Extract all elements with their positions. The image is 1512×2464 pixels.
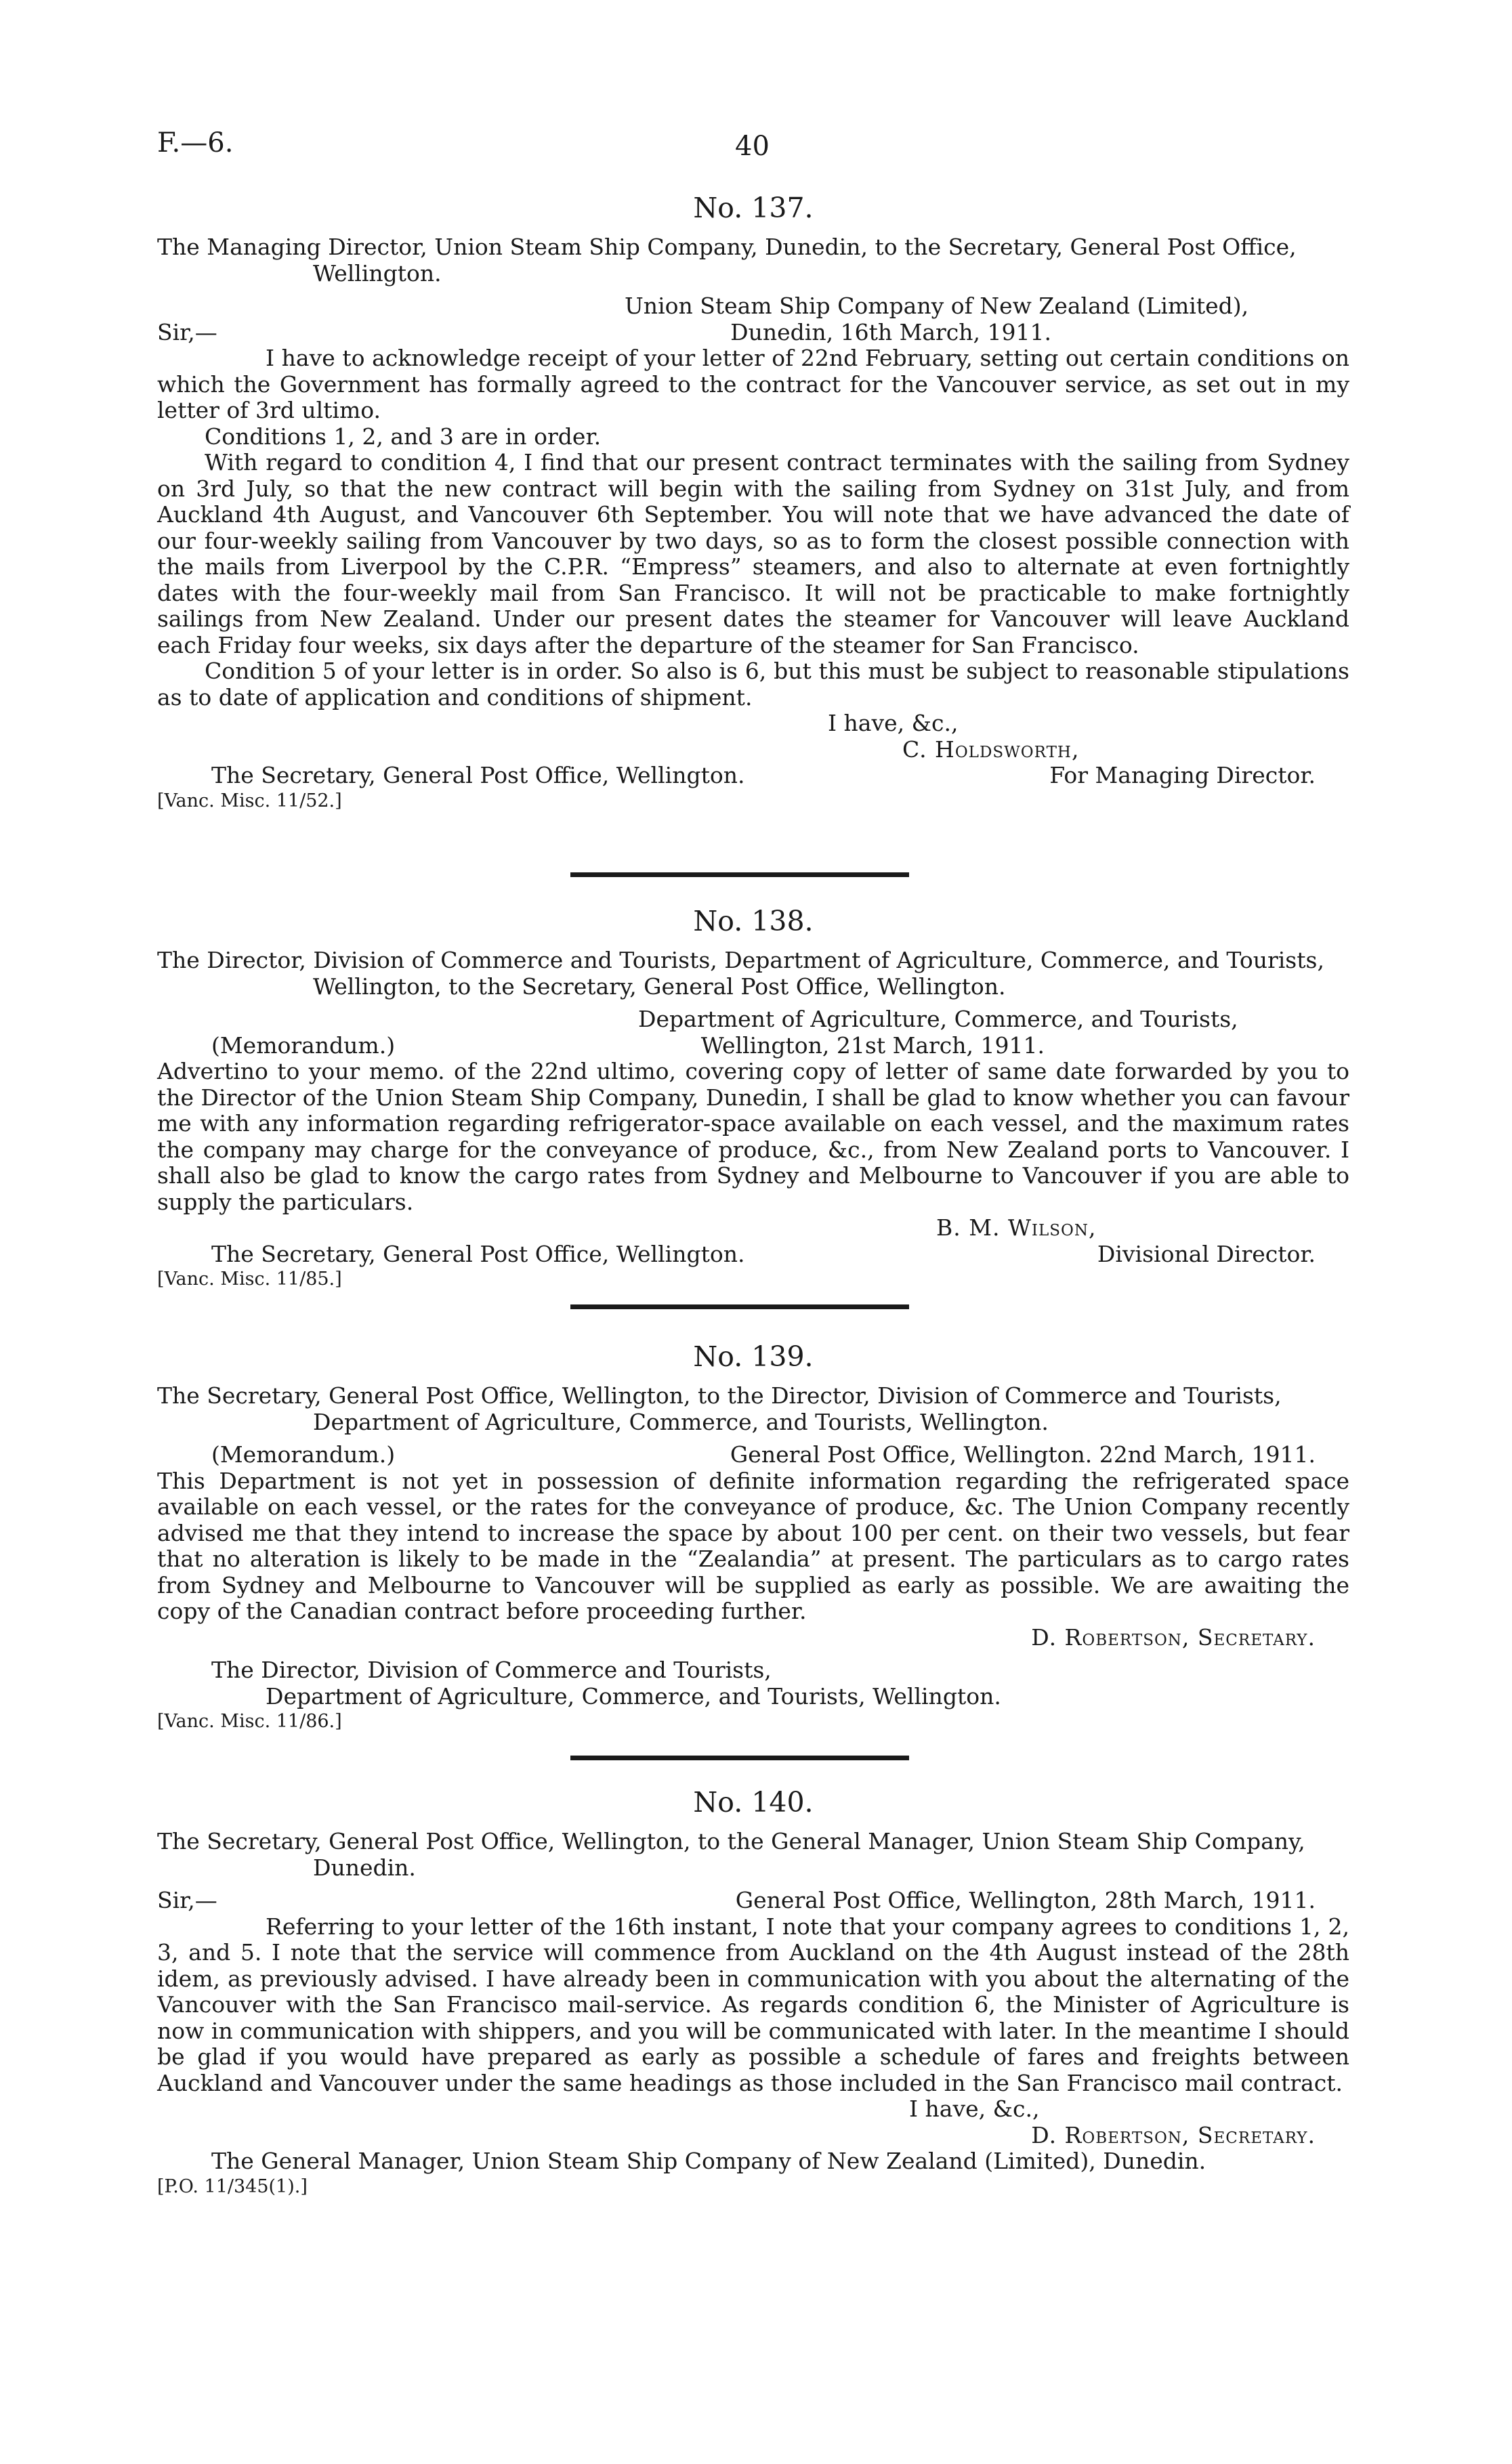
addressee-row — [157, 763, 1349, 789]
addressee-row — [157, 1241, 1349, 1268]
salutation-row — [157, 1033, 1349, 1059]
letter-number: No. 139. — [693, 1340, 814, 1373]
sender-date: Dunedin, 16th March, 1911. — [730, 318, 1051, 345]
signature: D. Robertson, Secretary. — [1031, 2121, 1316, 2148]
letter-number: No. 137. — [693, 192, 814, 224]
letter-number: No. 140. — [693, 1786, 814, 1819]
paragraph: Advertino to your memo. of the 22nd ultimo, covering copy of letter of same date forwarded by you to the Director of the Union Steam Ship Company, Dunedin, I shall be glad to know whether you can favour me with any information regarding refrigerator-space available on each vessel, and the maximum rates the company may charge for the conveyance of produce, &c., from New Zealand ports to Vancouver. I shall also be glad to know the cargo rates from Sydney and Melbourne to Vancouver if you are able to supply the particulars. — [157, 1058, 1349, 1215]
sender-date: Wellington, 21st March, 1911. — [700, 1032, 1045, 1059]
addressee: The Secretary, General Post Office, Wellington. — [211, 762, 745, 788]
salutation-row — [157, 320, 1349, 346]
letter-140 — [157, 1785, 1349, 2199]
letter-number: No. 138. — [693, 905, 814, 937]
letter-heading: The Director, Division of Commerce and Tourists, Department of Agriculture, Commerce, and Tourists, Wellington, to the Secretary, General Post Office, Wellington. — [157, 947, 1324, 1000]
addressee: The Secretary, General Post Office, Wellington. — [211, 1240, 745, 1267]
reference: [Vanc. Misc. 11/86.] — [157, 1711, 342, 1732]
sender-address: Department of Agriculture, Commerce, and Tourists, — [638, 1006, 1238, 1032]
signature: B. M. Wilson, — [936, 1214, 1097, 1241]
letter-heading: The Managing Director, Union Steam Ship Company, Dunedin, to the Secretary, General Post Office, Wellington. — [157, 234, 1297, 286]
paragraph: Condition 5 of your letter is in order. So also is 6, but this must be subject to reasonable stipulations as to date of application and conditions of shipment. — [157, 658, 1349, 710]
addressee: The Director, Division of Commerce and Tourists, — [211, 1657, 772, 1683]
paragraph: I have to acknowledge receipt of your letter of 22nd February, setting out certain conditions on which the Government has formally agreed to the contract for the Vancouver service, as set out in my letter of 3rd ultimo. — [157, 345, 1349, 423]
sender-address: Union Steam Ship Company of New Zealand (Limited), — [625, 293, 1249, 319]
addressee: The General Manager, Union Steam Ship Company of New Zealand (Limited), Dunedin. — [211, 2148, 1206, 2174]
reference: [Vanc. Misc. 11/52.] — [157, 790, 342, 811]
paragraph: Conditions 1, 2, and 3 are in order. — [205, 423, 602, 450]
signature: C. Holdsworth, — [902, 736, 1080, 763]
closing: I have, &c., — [828, 710, 959, 736]
paragraph: With regard to condition 4, I find that our present contract terminates with the sailing from Sydney on 3rd July, so that the new contract will begin with the sailing from Sydney on 31st July, and from Auckland 4th August, and Vancouver 6th September. You will note that we have advanced the date of our four-weekly sailing from Vancouver by two days, so as to form the closest possible connection with the mails from Liverpool by the C.P.R. “Empress” steamers, and also to alternate at even fortnightly dates with the four-weekly mail from San Francisco. It will not be practicable to make fortnightly sailings from New Zealand. Under our present dates the steamer for Vancouver will leave Auckland each Friday four weeks, six days after the departure of the steamer for San Francisco. — [157, 449, 1349, 658]
salutation: Sir,— — [157, 318, 217, 345]
paragraph: This Department is not yet in possession of definite information regarding the refrigerated space available on each vessel, or the rates for the conveyance of produce, &c. The Union Company recently advised me that they intend to increase the space by about 100 per cent. on their two vessels, but fear that no alteration is likely to be made in the “Zealandia” at present. The particulars as to cargo rates from Sydney and Melbourne to Vancouver will be supplied as early as possible. We are awaiting the copy of the Canadian contract before proceeding further. — [157, 1467, 1349, 1624]
salutation: (Memorandum.) — [211, 1441, 396, 1468]
signature-title: For Managing Director. — [1049, 762, 1316, 788]
salutation-row — [157, 1442, 1349, 1468]
salutation: Sir,— — [157, 1887, 217, 1913]
divider — [570, 1304, 909, 1309]
page-number: 40 — [735, 131, 770, 162]
salutation: (Memorandum.) — [211, 1032, 396, 1059]
letter-137 — [157, 191, 1349, 813]
paragraph: Referring to your letter of the 16th instant, I note that your company agrees to conditions 1, 2, 3, and 5. I note that the service will commence from Auckland on the 4th August instead of the 28th idem, as previously advised. I have already been in communication with you about the alternating of the Vancouver with the San Francisco mail-service. As regards condition 6, the Minister of Agriculture is now in communication with shippers, and you will be communicated with later. In the meantime I should be glad if you would have prepared as early as possible a schedule of fares and freights between Auckland and Vancouver under the same headings as those included in the San Francisco mail contract. — [157, 1913, 1349, 2096]
salutation-row — [157, 1888, 1349, 1914]
letter-139 — [157, 1340, 1349, 1734]
letter-heading: The Secretary, General Post Office, Wellington, to the Director, Division of Commerce and Tourists, Department of Agriculture, Commerce, and Tourists, Wellington. — [157, 1382, 1282, 1435]
sender-date: General Post Office, Wellington. 22nd March, 1911. — [730, 1441, 1316, 1468]
reference: [P.O. 11/345(1).] — [157, 2175, 308, 2197]
letter-138 — [157, 904, 1349, 1292]
letter-heading: The Secretary, General Post Office, Wellington, to the General Manager, Union Steam Ship Company, Dunedin. — [157, 1828, 1305, 1881]
addressee-line-2: Department of Agriculture, Commerce, and Tourists, Wellington. — [266, 1682, 1001, 1709]
signature-title: Divisional Director. — [1097, 1240, 1316, 1267]
closing: I have, &c., — [909, 2096, 1040, 2122]
signature: D. Robertson, Secretary. — [1031, 1623, 1316, 1651]
reference: [Vanc. Misc. 11/85.] — [157, 1269, 342, 1290]
document-code: F.—6. — [157, 127, 234, 158]
divider — [570, 872, 909, 877]
sender-date: General Post Office, Wellington, 28th March, 1911. — [735, 1887, 1316, 1913]
divider — [570, 1756, 909, 1760]
